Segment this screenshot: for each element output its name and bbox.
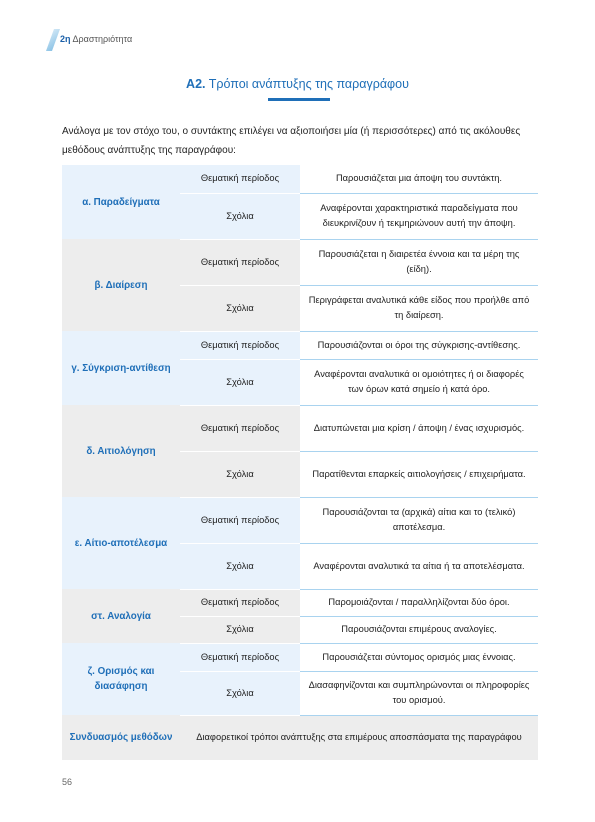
table-row bbox=[62, 239, 538, 285]
thematic-description: Παρουσιάζονται οι όροι της σύγκρισης-αντίθεσης. bbox=[300, 331, 538, 359]
table-row bbox=[62, 715, 538, 760]
thematic-description: Παρουσιάζεται σύντομος ορισμός μιας έννοιας. bbox=[300, 643, 538, 671]
comments-label: Σχόλια bbox=[180, 359, 300, 405]
comments-description: Αναφέρονται αναλυτικά τα αίτια ή τα αποτελέσματα. bbox=[300, 543, 538, 589]
activity-label: Δραστηριότητα bbox=[72, 34, 133, 44]
page-number: 56 bbox=[62, 777, 73, 787]
comments-description: Περιγράφεται αναλυτικά κάθε είδος που προήλθε από τη διαίρεση. bbox=[300, 285, 538, 331]
table-row bbox=[62, 643, 538, 671]
table-row bbox=[62, 405, 538, 451]
comments-label: Σχόλια bbox=[180, 451, 300, 497]
table-row bbox=[62, 331, 538, 359]
table-row bbox=[62, 165, 538, 193]
methods-table bbox=[62, 165, 538, 760]
method-name: γ. Σύγκριση-αντίθεση bbox=[62, 331, 180, 405]
method-name: στ. Αναλογία bbox=[62, 589, 180, 643]
thematic-label: Θεματική περίοδος bbox=[180, 643, 300, 671]
comments-description: Παρουσιάζονται επιμέρους αναλογίες. bbox=[300, 616, 538, 643]
thematic-label: Θεματική περίοδος bbox=[180, 331, 300, 359]
thematic-label: Θεματική περίοδος bbox=[180, 589, 300, 616]
method-name: Συνδυασμός μεθόδων bbox=[62, 715, 180, 760]
comments-label: Σχόλια bbox=[180, 616, 300, 643]
method-name: ε. Αίτιο-αποτέλεσμα bbox=[62, 497, 180, 589]
header-decoration bbox=[46, 29, 60, 51]
section-title bbox=[0, 77, 595, 91]
combination-description: Διαφορετικοί τρόποι ανάπτυξης στα επιμέρους αποσπάσματα της παραγράφου bbox=[180, 715, 538, 760]
comments-description: Αναφέρονται αναλυτικά οι ομοιότητες ή οι διαφορές των όρων κατά σημείο ή κατά όρο. bbox=[300, 359, 538, 405]
thematic-description: Παρουσιάζεται μια άποψη του συντάκτη. bbox=[300, 165, 538, 193]
comments-description: Διασαφηνίζονται και συμπληρώνονται οι πληροφορίες του ορισμού. bbox=[300, 671, 538, 715]
comments-label: Σχόλια bbox=[180, 671, 300, 715]
thematic-label: Θεματική περίοδος bbox=[180, 405, 300, 451]
method-name: α. Παραδείγματα bbox=[62, 165, 180, 239]
comments-description: Αναφέρονται χαρακτηριστικά παραδείγματα που διευκρινίζουν ή τεκμηριώνουν αυτή την άποψη. bbox=[300, 193, 538, 239]
method-name: β. Διαίρεση bbox=[62, 239, 180, 331]
thematic-label: Θεματική περίοδος bbox=[180, 165, 300, 193]
intro-paragraph: Ανάλογα με τον στόχο του, ο συντάκτης επιλέγει να αξιοποιήσει μία (ή περισσότερες) από τις ακόλουθες μεθόδους ανάπτυξης της παραγράφου: bbox=[62, 126, 521, 156]
activity-number: 2η bbox=[60, 34, 71, 44]
comments-label: Σχόλια bbox=[180, 193, 300, 239]
section-code: Α2. bbox=[186, 77, 206, 91]
method-name: ζ. Ορισμός και διασάφηση bbox=[62, 643, 180, 715]
section-title-text: Τρόποι ανάπτυξης της παραγράφου bbox=[208, 77, 409, 91]
thematic-description: Διατυπώνεται μια κρίση / άποψη / ένας ισχυρισμός. bbox=[300, 405, 538, 451]
title-underline bbox=[268, 98, 330, 101]
comments-label: Σχόλια bbox=[180, 543, 300, 589]
thematic-label: Θεματική περίοδος bbox=[180, 497, 300, 543]
comments-label: Σχόλια bbox=[180, 285, 300, 331]
table-row bbox=[62, 497, 538, 543]
comments-description: Παρατίθενται επαρκείς αιτιολογήσεις / επιχειρήματα. bbox=[300, 451, 538, 497]
table-row bbox=[62, 589, 538, 616]
thematic-description: Παρουσιάζονται τα (αρχικά) αίτια και το (τελικό) αποτέλεσμα. bbox=[300, 497, 538, 543]
method-name: δ. Αιτιολόγηση bbox=[62, 405, 180, 497]
thematic-description: Παρουσιάζεται η διαιρετέα έννοια και τα μέρη της (είδη). bbox=[300, 239, 538, 285]
running-header bbox=[60, 34, 132, 44]
thematic-label: Θεματική περίοδος bbox=[180, 239, 300, 285]
thematic-description: Παρομοιάζονται / παραλληλίζονται δύο όροι. bbox=[300, 589, 538, 616]
